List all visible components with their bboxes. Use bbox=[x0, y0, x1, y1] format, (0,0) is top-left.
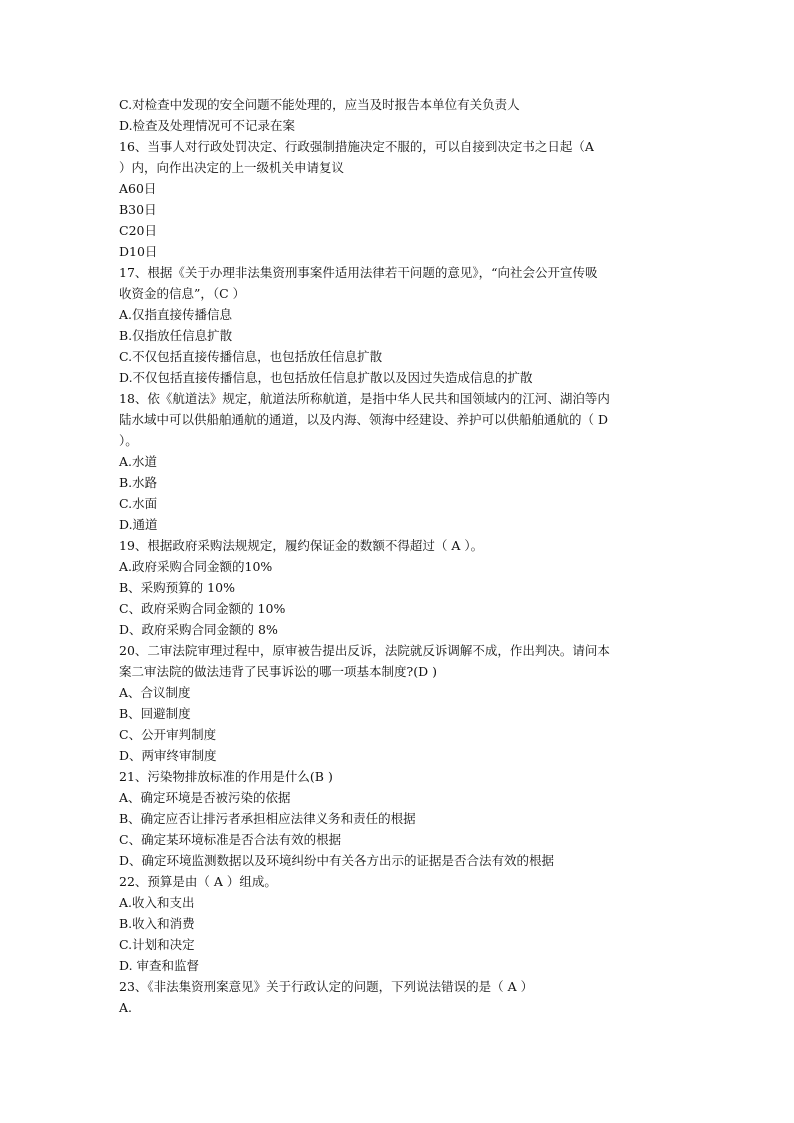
text-line: C、政府采购合同金额的 10% bbox=[119, 601, 286, 616]
text-line: 案二审法院的做法违背了民事诉讼的哪一项基本制度?(D ) bbox=[119, 664, 437, 679]
text-line: C.对检查中发现的安全问题不能处理的，应当及时报告本单位有关负责人 bbox=[119, 97, 520, 112]
text-line: A.收入和支出 bbox=[119, 895, 195, 910]
text-line: C.不仅包括直接传播信息，也包括放任信息扩散 bbox=[119, 349, 383, 364]
text-line: A60日 bbox=[119, 181, 157, 196]
text-line: A. bbox=[119, 1000, 133, 1015]
text-line: A、确定环境是否被污染的依据 bbox=[119, 790, 291, 805]
text-line: D.通道 bbox=[119, 517, 158, 532]
text-line: 21、污染物排放标准的作用是什么(B ) bbox=[119, 769, 333, 784]
text-line: C.计划和决定 bbox=[119, 937, 195, 952]
text-line: D10日 bbox=[119, 244, 158, 259]
document-page bbox=[119, 94, 684, 1018]
text-line: B.水路 bbox=[119, 475, 158, 490]
text-line: 18、依《航道法》规定，航道法所称航道，是指中华人民共和国领域内的江河、湖泊等内 bbox=[119, 391, 610, 406]
text-line: D. 审查和监督 bbox=[119, 958, 200, 973]
text-line: C.水面 bbox=[119, 496, 158, 511]
text-line: 19、根据政府采购法规规定，履约保证金的数额不得超过（ A ）。 bbox=[119, 538, 484, 553]
text-line: B30日 bbox=[119, 202, 157, 217]
text-line: A.水道 bbox=[119, 454, 158, 469]
text-line: 17、根据《关于办理非法集资刑事案件适用法律若干问题的意见》，“向社会公开宣传吸 bbox=[119, 265, 598, 280]
text-line: B.收入和消费 bbox=[119, 916, 195, 931]
text-line: 收资金的信息”，（C ） bbox=[119, 286, 246, 301]
text-line: B.仅指放任信息扩散 bbox=[119, 328, 233, 343]
text-line: A.仅指直接传播信息 bbox=[119, 307, 233, 322]
text-line: D、政府采购合同金额的 8% bbox=[119, 622, 278, 637]
text-line: ）。 bbox=[119, 433, 138, 448]
text-line: A.政府采购合同金额的10% bbox=[119, 559, 273, 574]
text-line: D.不仅包括直接传播信息，也包括放任信息扩散以及因过失造成信息的扩散 bbox=[119, 370, 533, 385]
text-line: C、确定某环境标准是否合法有效的根据 bbox=[119, 832, 342, 847]
text-line: B、回避制度 bbox=[119, 706, 191, 721]
text-line: D、两审终审制度 bbox=[119, 748, 217, 763]
text-line: D.检查及处理情况可不记录在案 bbox=[119, 118, 296, 133]
text-line: B、采购预算的 10% bbox=[119, 580, 235, 595]
text-line: ）内，向作出决定的上一级机关申请复议 bbox=[119, 160, 345, 175]
text-line: A、合议制度 bbox=[119, 685, 191, 700]
text-line: C20日 bbox=[119, 223, 157, 238]
text-line: 16、当事人对行政处罚决定、行政强制措施决定不服的，可以自接到决定书之日起（A bbox=[119, 139, 594, 154]
text-line: C、公开审判制度 bbox=[119, 727, 217, 742]
text-line: 22、预算是由（ A ）组成。 bbox=[119, 874, 277, 889]
text-line: 23、《非法集资刑案意见》关于行政认定的问题，下列说法错误的是（ A ） bbox=[119, 979, 534, 994]
text-line: D、确定环境监测数据以及环境纠纷中有关各方出示的证据是否合法有效的根据 bbox=[119, 853, 555, 868]
text-line: 陆水域中可以供船舶通航的通道，以及内海、领海中经建设、养护可以供船舶通航的（ D bbox=[119, 412, 608, 427]
text-line: B、确定应否让排污者承担相应法律义务和责任的根据 bbox=[119, 811, 416, 826]
text-line: 20、二审法院审理过程中，原审被告提出反诉，法院就反诉调解不成，作出判决。请问本 bbox=[119, 643, 610, 658]
